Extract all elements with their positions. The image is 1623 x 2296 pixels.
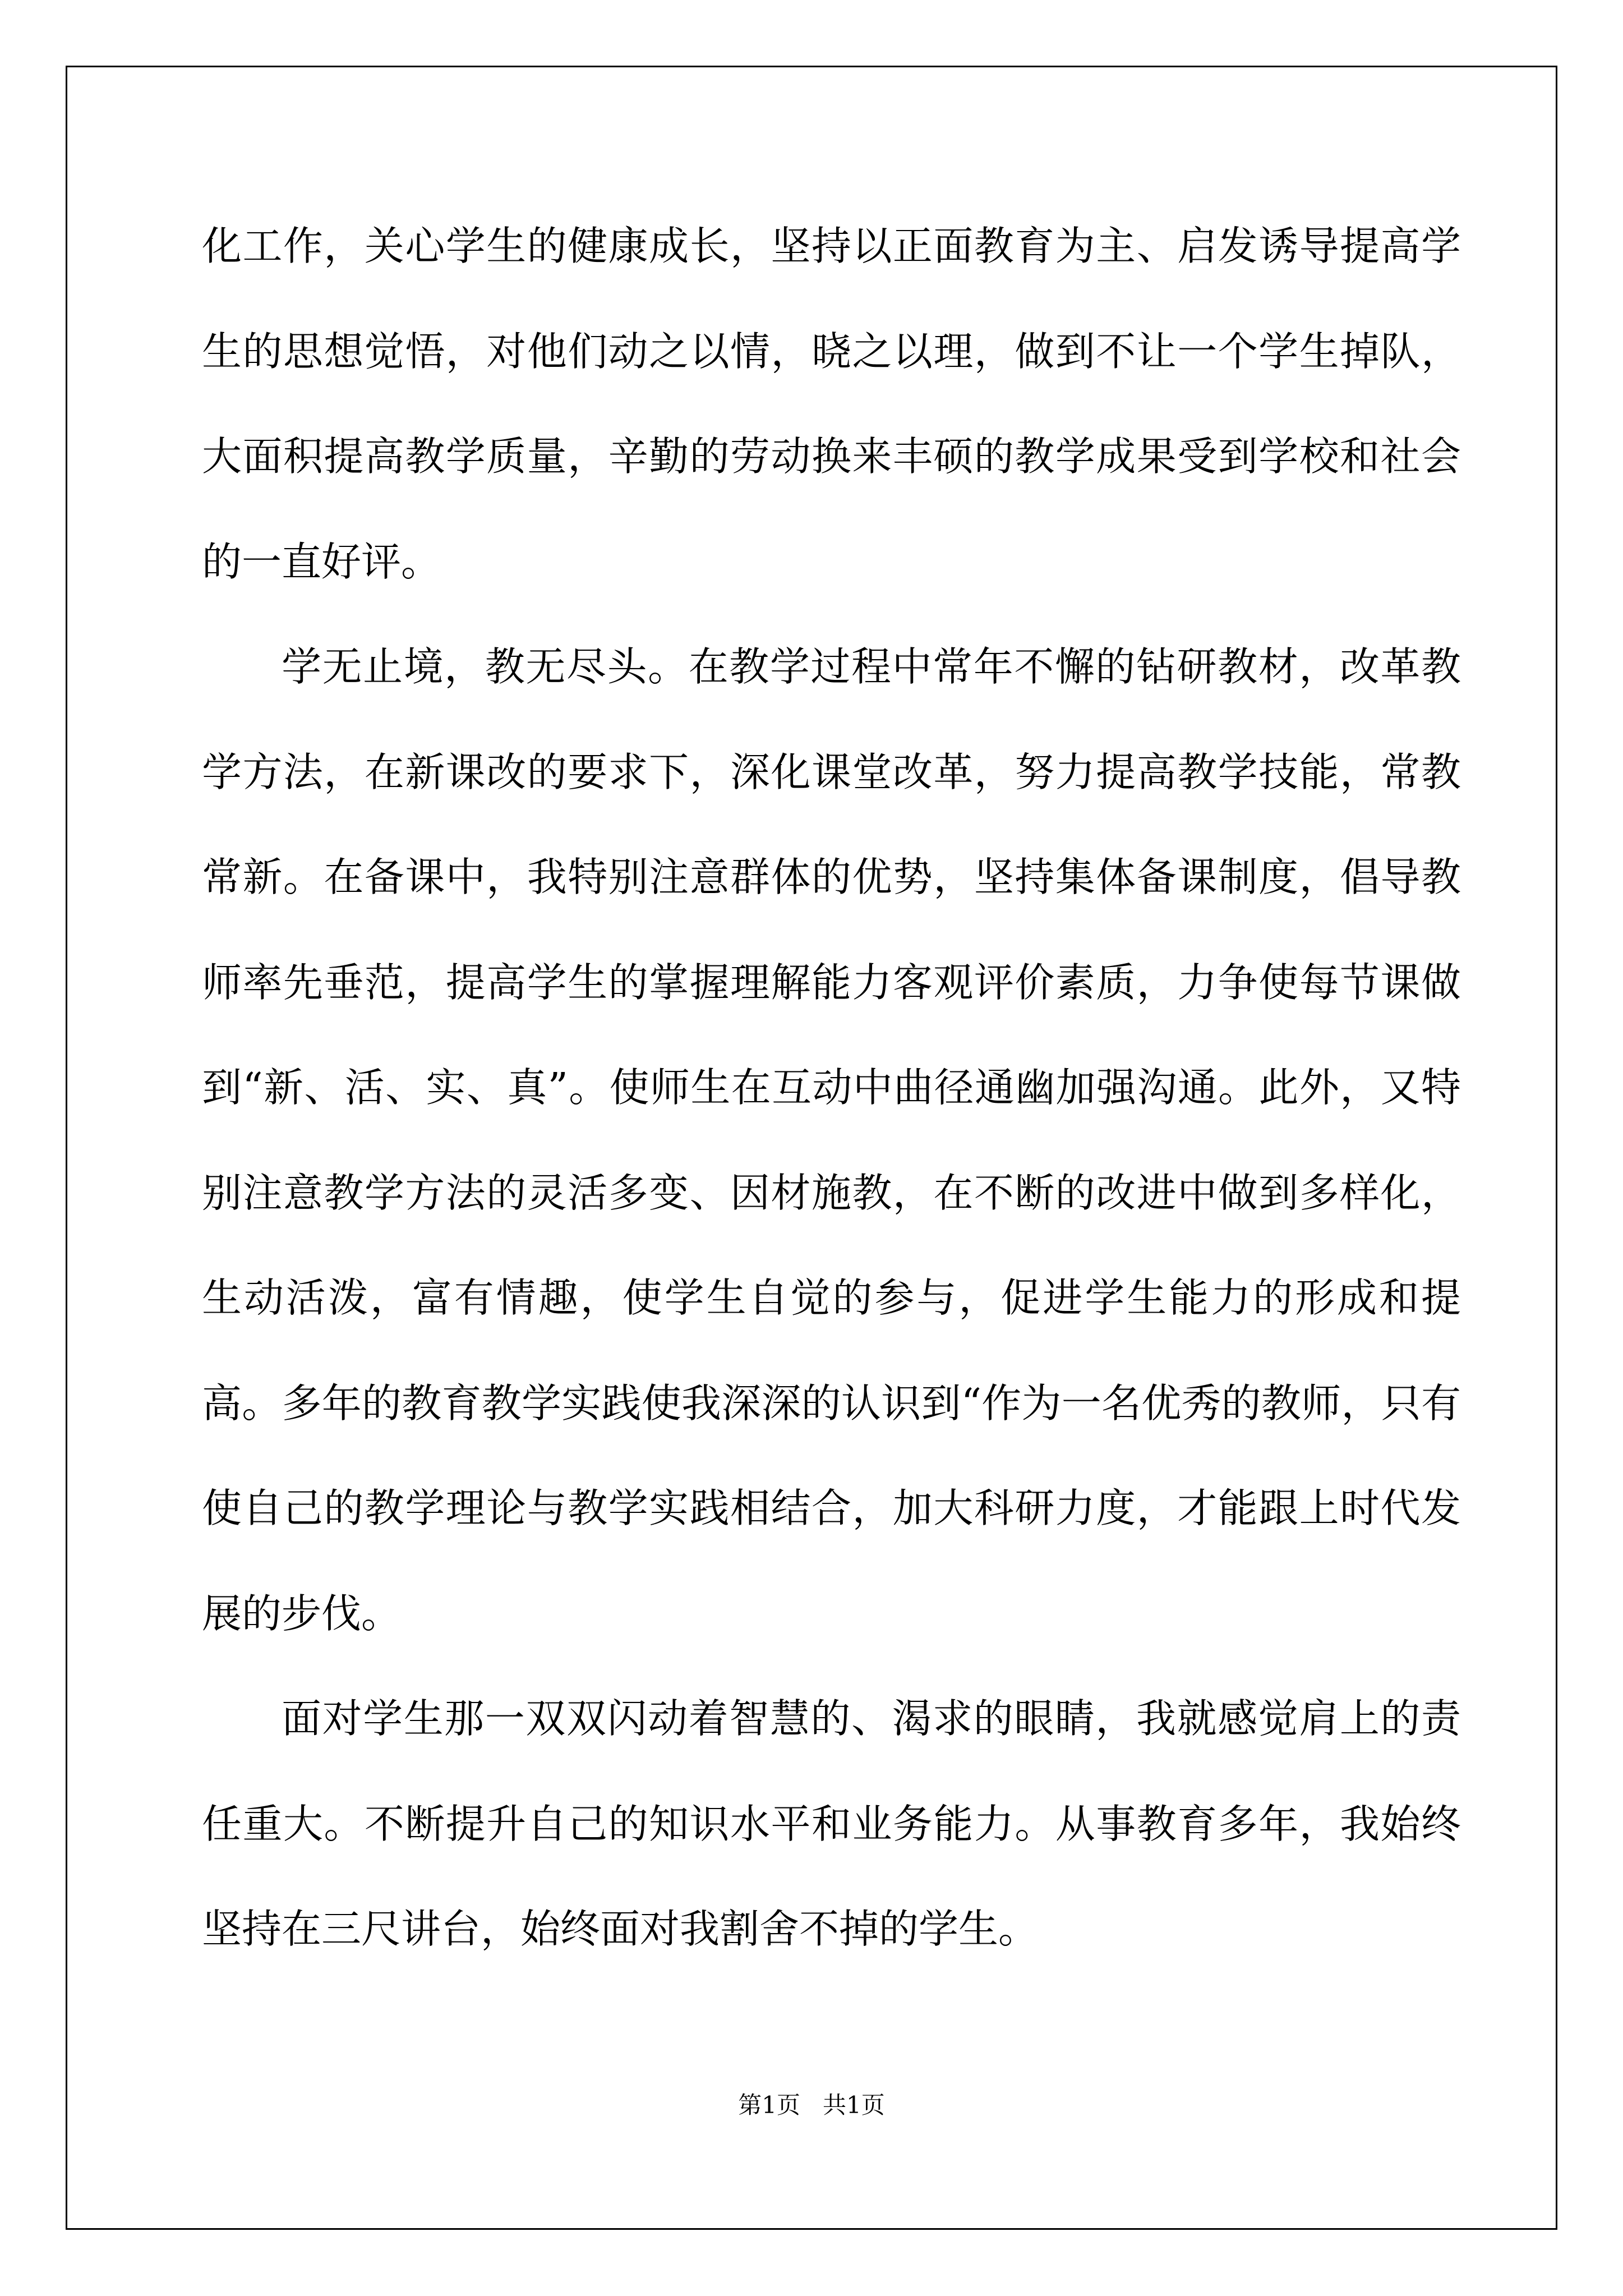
paragraph-2: 学无止境，教无尽头。在教学过程中常年不懈的钻研教材，改革教学方法，在新课改的要求下，深化课堂改革，努力提高教学技能，常教常新。在备课中，我特别注意群体的优势，坚持集体备课制度，倡导教师率先垂范，提高学生的掌握理解能力客观评价素质，力争使每节课做到“新、活、实、真”。使师生在互动中曲径通幽加强沟通。此外，又特别注意教学方法的灵活多变、因材施教，在不断的改进中做到多样化，生动活泼，富有情趣，使学生自觉的参与，促进学生能力的形成和提高。多年的教育教学实践使我深深的认识到“作为一名优秀的教师，只有使自己的教学理论与教学实践相结合，加大科研力度，才能跟上时代发展的步伐。	[202, 643, 1461, 1637]
paragraph-1: 化工作，关心学生的健康成长，坚持以正面教育为主、启发诱导提高学生的思想觉悟，对他们动之以情，晓之以理，做到不让一个学生掉队，大面积提高教学质量，辛勤的劳动换来丰硕的教学成果受到学校和社会的一直好评。	[202, 223, 1461, 585]
paragraph-3: 面对学生那一双双闪动着智慧的、渴求的眼睛，我就感觉肩上的责任重大。不断提升自己的知识水平和业务能力。从事教育多年，我始终坚持在三尺讲台，始终面对我割舍不掉的学生。	[202, 1695, 1461, 1952]
page-number: 第1页 共1页	[738, 2091, 885, 2119]
document-body	[202, 194, 1461, 1982]
